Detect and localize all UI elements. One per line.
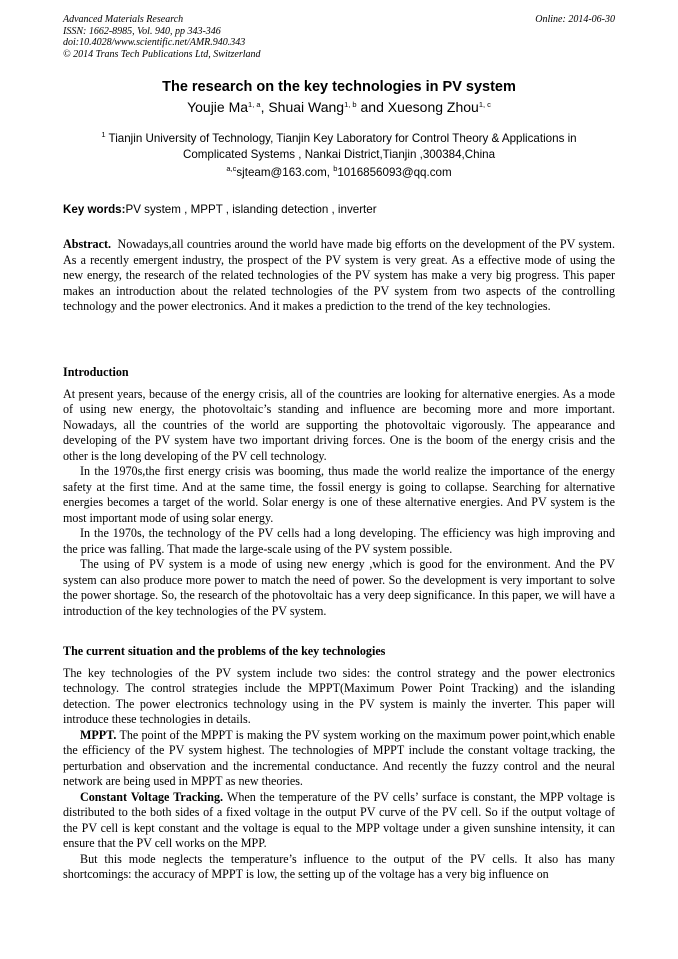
email-sup: a,c (226, 164, 237, 173)
online-date: Online: 2014-06-30 (535, 14, 615, 25)
paragraph-text: When the temperature of the PV cells’ surface is constant, the MPP voltage is distributed to the both sides of a fixed voltage in the output PV curve of the PV cell. So if the output voltage of the PV cell is kept constant and the voltage is equal to the MPP voltage under a given sunshine intensity, it can ensure that the PV cell works on the MPP. (63, 789, 615, 850)
issn-line: ISSN: 1662-8985, Vol. 940, pp 343-346 (63, 25, 221, 37)
copyright-line: © 2014 Trans Tech Publications Ltd, Switzerland (63, 48, 261, 60)
affiliation-text: Tianjin University of Technology, Tianjin Key Laboratory for Control Theory & Applications in Complicated Systems , Nankai District,Tianjin ,300384,China (105, 132, 577, 161)
doi-line: doi:10.4028/www.scientific.net/AMR.940.343 (63, 37, 246, 48)
author-sup: 1, c (478, 100, 491, 109)
email-sup: b (333, 164, 338, 173)
author-separator: and (356, 99, 388, 115)
author-name: Shuai Wang (268, 99, 345, 115)
journal-header (63, 14, 615, 60)
run-in-heading: MPPT. (80, 727, 117, 742)
author-name: Xuesong Zhou (387, 99, 479, 115)
email-link[interactable]: 1016856093@qq.com (337, 166, 452, 179)
keywords (63, 203, 615, 216)
keywords-label: Key words: (63, 203, 126, 216)
paragraph: The key technologies of the PV system include two sides: the control strategy and the power electronics technology. The control strategies include the MPPT(Maximum Power Point Tracking) and the islanding detection. The power electronics technology using in the PV system is mainly the inverter. This paper will introduce these technologies in details. (63, 665, 615, 726)
abstract-label: Abstract. (63, 237, 112, 251)
paragraph: In the 1970s,the first energy crisis was booming, thus made the world realize the importance of the energy safety at the first time. And at the same time, the fossil energy is going to collapse. Searching for alternative energies becomes a target of the world. Solar energy is one of these alternative energies. And PV system is the most important mode of using solar energy. (63, 464, 615, 525)
keywords-text: PV system , MPPT , islanding detection , inverter (125, 203, 377, 216)
section-heading: Introduction (63, 365, 129, 379)
section-heading: The current situation and the problems of the key technologies (63, 644, 386, 658)
author-sup: 1, a (248, 100, 261, 109)
affiliation-sup: 1 (101, 130, 106, 139)
abstract-text: Nowadays,all countries around the world have made big efforts on the development of the PV system. As a recently emergent industry, the prospect of the PV system is very great. As a effective mode of using the new energy, the research of the related technologies of the PV system has make a very big progress. This paper makes an introduction about the related technologies of the PV system from two aspects of the controlling technology and the power electronics. And it makes a prediction to the trend of the key technologies. (63, 237, 619, 313)
abstract (63, 237, 619, 315)
paragraph (63, 728, 615, 790)
paragraph: But this mode neglects the temperature’s influence to the output of the PV cells. It also has many shortcomings: the accuracy of MPPT is low, the setting up of the voltage has a very big influence on (63, 851, 615, 881)
author-sup: 1, b (344, 100, 357, 109)
paragraph-text: The point of the MPPT is making the PV system working on the maximum power point,which enable the efficiency of the PV system highest. The technologies of MPPT include the constant voltage tracking, the perturbation and observation and the incremental conductance. And recently the fuzzy control and the neural network are being used in MPPT as new theories. (63, 727, 615, 788)
paragraph: In the 1970s, the technology of the PV cells had a long developing. The efficiency was high improving and the price was falling. That made the large-scale using of the PV system possible. (63, 526, 615, 556)
journal-name: Advanced Materials Research (63, 14, 184, 25)
paper-title: The research on the key technologies in PV system (162, 79, 516, 95)
author-emails (0, 166, 678, 179)
paragraph: At present years, because of the energy crisis, all of the countries are looking for alternative energies. As a mode of using new energy, the photovoltaic’s standing and influence are becoming more and more important. Nowadays, all the countries of the world are supporting the photovoltaic vigorously. The appearance and developing of the PV system have two important driving forces. One is the boom of the energy crisis and the other is the long developing of the PV cell technology. (63, 386, 615, 463)
current-situation-section (63, 644, 615, 883)
paragraph: The using of PV system is a mode of using new energy ,which is good for the environment. And the PV system can also produce more power to match the need of power. So the development is very important to solve the power shortage. So, the research of the photovoltaic has a very deep significance. In this paper, we will have a introduction of the key technologies of the PV system. (63, 557, 615, 618)
author-list (0, 99, 678, 115)
paragraph (63, 790, 615, 852)
author-name: Youjie Ma (187, 99, 249, 115)
affiliation (100, 131, 578, 162)
run-in-heading: Constant Voltage Tracking. (80, 789, 224, 804)
email-link[interactable]: sjteam@163.com, (236, 166, 334, 179)
author-separator: , (260, 99, 269, 115)
introduction-section (63, 365, 615, 619)
